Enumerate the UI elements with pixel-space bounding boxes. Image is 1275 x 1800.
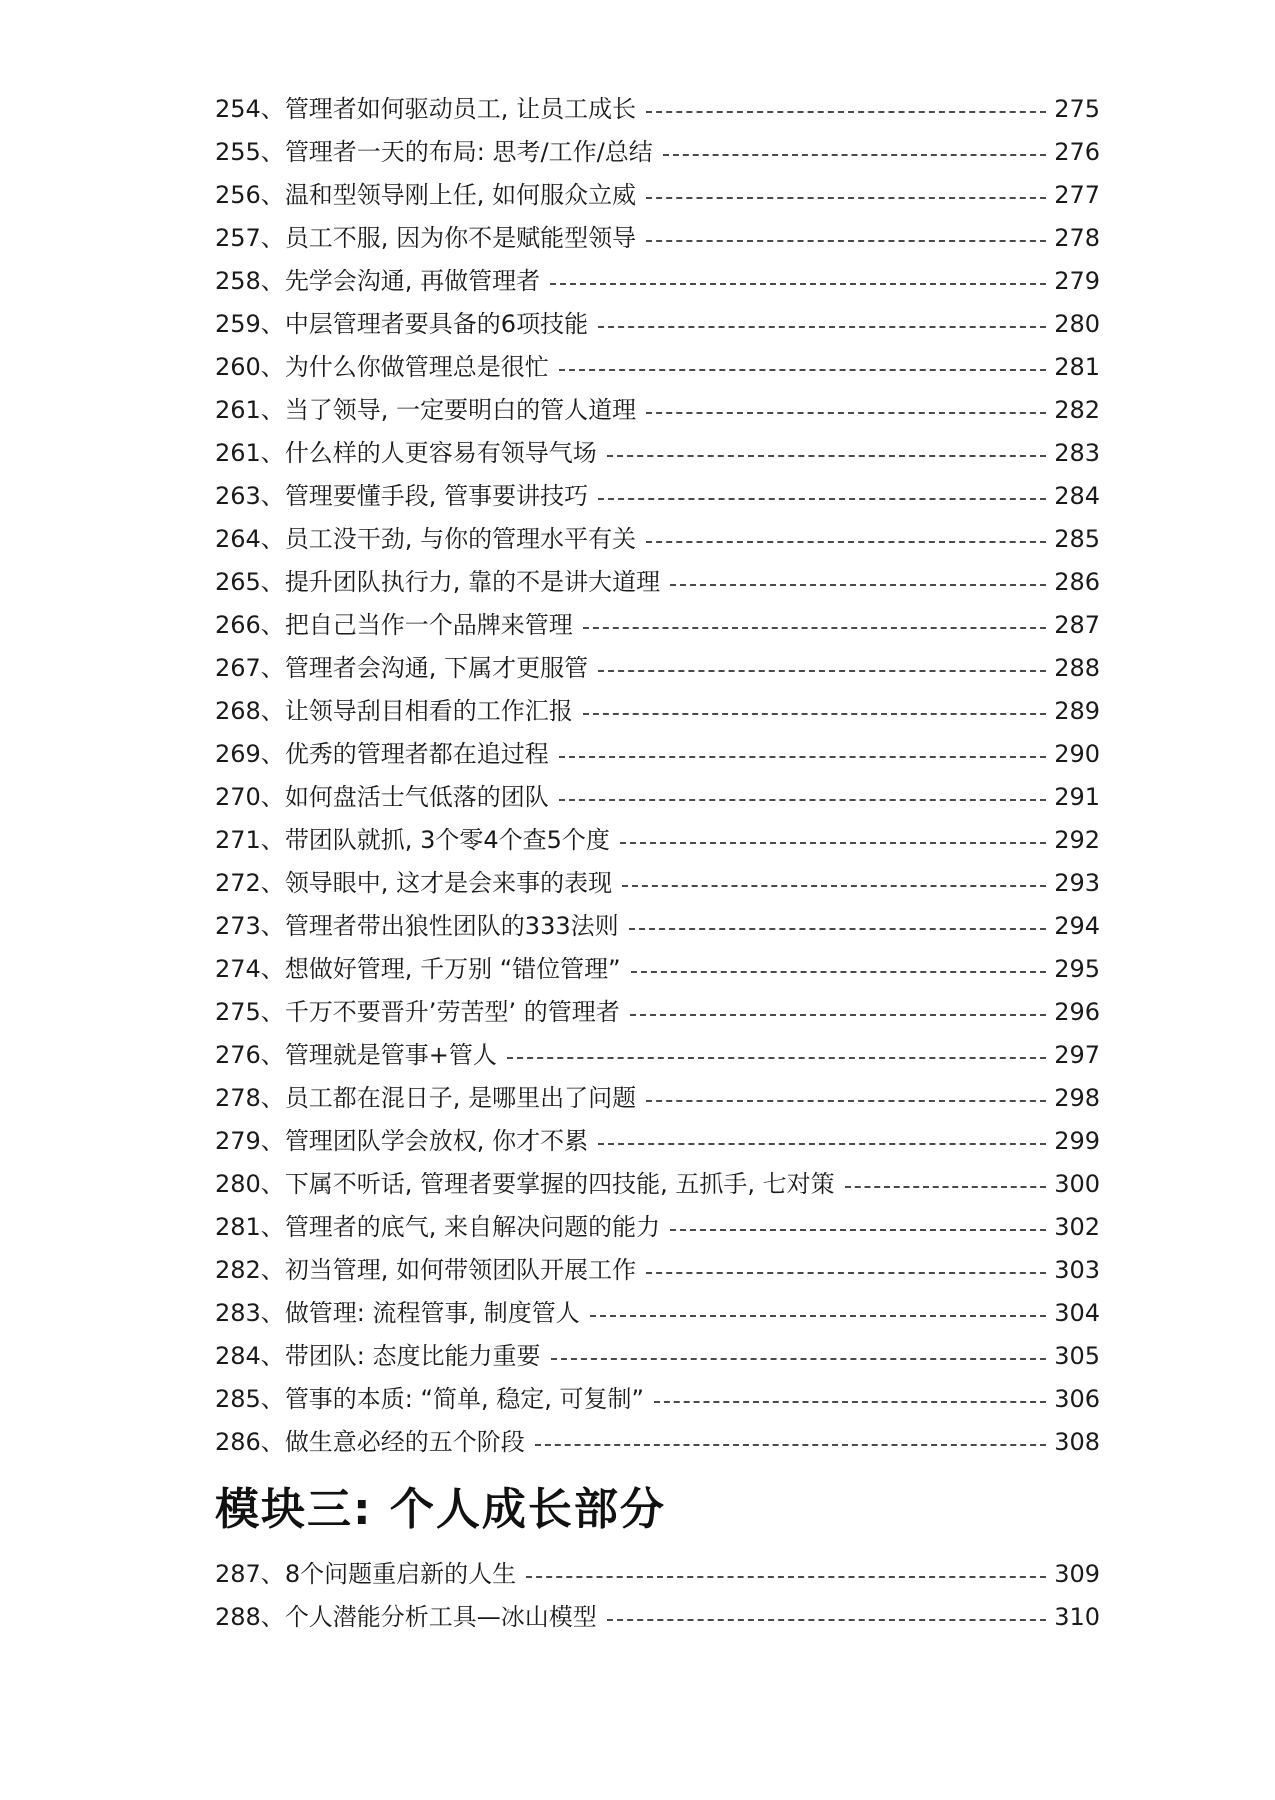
entry-number: 270、 xyxy=(215,783,285,811)
toc-list-management xyxy=(215,88,1100,1464)
entry-page-number: 290 xyxy=(1054,740,1100,768)
entry-page-number: 289 xyxy=(1054,697,1100,725)
toc-entry xyxy=(215,88,1100,131)
entry-title: 先学会沟通, 再做管理者 xyxy=(284,267,541,295)
entry-page-number: 291 xyxy=(1054,783,1100,811)
entry-number: 263、 xyxy=(215,482,285,510)
dotted-leader xyxy=(535,1444,1046,1446)
entry-page-number: 275 xyxy=(1054,95,1100,123)
section-heading: 模块三: 个人成长部分 xyxy=(215,1484,666,1535)
toc-entry xyxy=(215,475,1100,518)
dotted-leader xyxy=(559,756,1046,758)
entry-title: 千万不要晋升’劳苦型’ 的管理者 xyxy=(284,998,620,1026)
entry-title: 员工都在混日子, 是哪里出了问题 xyxy=(284,1084,637,1112)
entry-page-number: 297 xyxy=(1054,1041,1100,1069)
entry-number: 287、 xyxy=(215,1560,285,1588)
entry-number: 256、 xyxy=(215,181,285,209)
dotted-leader xyxy=(550,283,1046,285)
entry-page-number: 296 xyxy=(1054,998,1100,1026)
dotted-leader xyxy=(598,670,1046,672)
dotted-leader xyxy=(646,197,1046,199)
entry-title: 做生意必经的五个阶段 xyxy=(284,1428,525,1456)
entry-number: 269、 xyxy=(215,740,285,768)
entry-number: 272、 xyxy=(215,869,285,897)
toc-entry xyxy=(215,1249,1100,1292)
entry-page-number: 276 xyxy=(1054,138,1100,166)
dotted-leader xyxy=(598,326,1046,328)
entry-number: 261、 xyxy=(215,439,285,467)
entry-page-number: 288 xyxy=(1054,654,1100,682)
toc-entry xyxy=(215,1421,1100,1464)
entry-number: 284、 xyxy=(215,1342,285,1370)
dotted-leader xyxy=(620,842,1046,844)
entry-number: 258、 xyxy=(215,267,285,295)
entry-page-number: 286 xyxy=(1054,568,1100,596)
entry-number: 254、 xyxy=(215,95,285,123)
entry-title: 提升团队执行力, 靠的不是讲大道理 xyxy=(284,568,661,596)
toc-entry xyxy=(215,690,1100,733)
toc-entry xyxy=(215,948,1100,991)
dotted-leader xyxy=(559,799,1046,801)
entry-page-number: 281 xyxy=(1054,353,1100,381)
dotted-leader xyxy=(507,1057,1046,1059)
toc-entry xyxy=(215,389,1100,432)
toc-entry xyxy=(215,174,1100,217)
entry-page-number: 282 xyxy=(1054,396,1100,424)
entry-number: 288、 xyxy=(215,1603,285,1631)
toc-entry xyxy=(215,1163,1100,1206)
entry-page-number: 306 xyxy=(1054,1385,1100,1413)
entry-title: 员工不服, 因为你不是赋能型领导 xyxy=(284,224,637,252)
entry-number: 280、 xyxy=(215,1170,285,1198)
entry-title: 优秀的管理者都在追过程 xyxy=(284,740,549,768)
toc-entry xyxy=(215,905,1100,948)
entry-title: 做管理: 流程管事, 制度管人 xyxy=(284,1299,580,1327)
toc-entry xyxy=(215,1378,1100,1421)
entry-number: 265、 xyxy=(215,568,285,596)
toc-entry xyxy=(215,733,1100,776)
toc-entry xyxy=(215,1553,1100,1596)
entry-number: 273、 xyxy=(215,912,285,940)
dotted-leader xyxy=(646,541,1046,543)
dotted-leader xyxy=(654,1401,1046,1403)
dotted-leader xyxy=(607,1619,1046,1621)
entry-number: 261、 xyxy=(215,396,285,424)
entry-page-number: 278 xyxy=(1054,224,1100,252)
dotted-leader xyxy=(646,1272,1046,1274)
entry-title: 想做好管理, 千万别 “错位管理” xyxy=(284,955,621,983)
dotted-leader xyxy=(583,627,1046,629)
entry-page-number: 284 xyxy=(1054,482,1100,510)
entry-page-number: 280 xyxy=(1054,310,1100,338)
entry-number: 276、 xyxy=(215,1041,285,1069)
toc-entry xyxy=(215,604,1100,647)
entry-page-number: 305 xyxy=(1054,1342,1100,1370)
toc-entry xyxy=(215,518,1100,561)
entry-number: 279、 xyxy=(215,1127,285,1155)
entry-title: 什么样的人更容易有领导气场 xyxy=(284,439,597,467)
entry-title: 当了领导, 一定要明白的管人道理 xyxy=(284,396,637,424)
entry-number: 278、 xyxy=(215,1084,285,1112)
dotted-leader xyxy=(622,885,1046,887)
dotted-leader xyxy=(845,1186,1047,1188)
toc-entry xyxy=(215,1206,1100,1249)
dotted-leader xyxy=(646,111,1046,113)
entry-page-number: 279 xyxy=(1054,267,1100,295)
entry-page-number: 309 xyxy=(1054,1560,1100,1588)
toc-entry xyxy=(215,862,1100,905)
toc-entry xyxy=(215,260,1100,303)
entry-number: 271、 xyxy=(215,826,285,854)
dotted-leader xyxy=(646,1100,1046,1102)
toc-entry xyxy=(215,1034,1100,1077)
entry-title: 管理者会沟通, 下属才更服管 xyxy=(284,654,589,682)
dotted-leader xyxy=(630,1014,1046,1016)
toc-entry xyxy=(215,346,1100,389)
dotted-leader xyxy=(646,412,1046,414)
dotted-leader xyxy=(590,1315,1046,1317)
entry-title: 管事的本质: “简单, 稳定, 可复制” xyxy=(284,1385,644,1413)
dotted-leader xyxy=(598,498,1046,500)
entry-page-number: 283 xyxy=(1054,439,1100,467)
entry-title: 个人潜能分析工具—冰山模型 xyxy=(284,1603,597,1631)
entry-title: 下属不听话, 管理者要掌握的四技能, 五抓手, 七对策 xyxy=(284,1170,835,1198)
entry-number: 282、 xyxy=(215,1256,285,1284)
entry-title: 8个问题重启新的人生 xyxy=(284,1560,517,1588)
entry-number: 275、 xyxy=(215,998,285,1026)
entry-page-number: 302 xyxy=(1054,1213,1100,1241)
entry-page-number: 293 xyxy=(1054,869,1100,897)
entry-number: 281、 xyxy=(215,1213,285,1241)
entry-title: 让领导刮目相看的工作汇报 xyxy=(284,697,573,725)
entry-title: 初当管理, 如何带领团队开展工作 xyxy=(284,1256,637,1284)
entry-page-number: 277 xyxy=(1054,181,1100,209)
toc-entry xyxy=(215,1292,1100,1335)
entry-page-number: 303 xyxy=(1054,1256,1100,1284)
toc-entry xyxy=(215,1596,1100,1639)
entry-title: 把自己当作一个品牌来管理 xyxy=(284,611,573,639)
entry-page-number: 304 xyxy=(1054,1299,1100,1327)
entry-title: 为什么你做管理总是很忙 xyxy=(284,353,549,381)
dotted-leader xyxy=(670,1229,1046,1231)
toc-entry xyxy=(215,819,1100,862)
dotted-leader xyxy=(646,240,1046,242)
entry-page-number: 300 xyxy=(1054,1170,1100,1198)
entry-title: 管理者如何驱动员工, 让员工成长 xyxy=(284,95,637,123)
toc-entry xyxy=(215,991,1100,1034)
entry-number: 286、 xyxy=(215,1428,285,1456)
entry-title: 如何盘活士气低落的团队 xyxy=(284,783,549,811)
toc-entry xyxy=(215,561,1100,604)
entry-title: 管理者一天的布局: 思考/工作/总结 xyxy=(284,138,653,166)
entry-number: 268、 xyxy=(215,697,285,725)
entry-number: 285、 xyxy=(215,1385,285,1413)
entry-title: 带团队就抓, 3个零4个查5个度 xyxy=(284,826,610,854)
entry-page-number: 285 xyxy=(1054,525,1100,553)
entry-number: 283、 xyxy=(215,1299,285,1327)
entry-page-number: 292 xyxy=(1054,826,1100,854)
entry-number: 266、 xyxy=(215,611,285,639)
entry-title: 中层管理者要具备的6项技能 xyxy=(284,310,589,338)
toc-entry xyxy=(215,776,1100,819)
toc-entry xyxy=(215,647,1100,690)
entry-page-number: 299 xyxy=(1054,1127,1100,1155)
entry-number: 259、 xyxy=(215,310,285,338)
dotted-leader xyxy=(607,455,1046,457)
toc-entry xyxy=(215,432,1100,475)
entry-number: 257、 xyxy=(215,224,285,252)
entry-title: 带团队: 态度比能力重要 xyxy=(284,1342,541,1370)
entry-page-number: 295 xyxy=(1054,955,1100,983)
toc-entry xyxy=(215,1077,1100,1120)
entry-number: 274、 xyxy=(215,955,285,983)
toc-entry xyxy=(215,303,1100,346)
dotted-leader xyxy=(559,369,1046,371)
dotted-leader xyxy=(663,154,1046,156)
entry-number: 264、 xyxy=(215,525,285,553)
dotted-leader xyxy=(551,1358,1047,1360)
toc-entry xyxy=(215,217,1100,260)
dotted-leader xyxy=(526,1576,1046,1578)
entry-page-number: 294 xyxy=(1054,912,1100,940)
entry-title: 管理者带出狼性团队的333法则 xyxy=(284,912,619,940)
entry-title: 员工没干劲, 与你的管理水平有关 xyxy=(284,525,637,553)
dotted-leader xyxy=(670,584,1046,586)
entry-page-number: 298 xyxy=(1054,1084,1100,1112)
entry-number: 260、 xyxy=(215,353,285,381)
toc-entry xyxy=(215,131,1100,174)
toc-list-personal-growth xyxy=(215,1553,1100,1639)
entry-number: 255、 xyxy=(215,138,285,166)
entry-title: 温和型领导刚上任, 如何服众立威 xyxy=(284,181,637,209)
entry-page-number: 310 xyxy=(1054,1603,1100,1631)
entry-page-number: 308 xyxy=(1054,1428,1100,1456)
entry-page-number: 287 xyxy=(1054,611,1100,639)
dotted-leader xyxy=(583,713,1046,715)
entry-title: 领导眼中, 这才是会来事的表现 xyxy=(284,869,613,897)
dotted-leader xyxy=(598,1143,1046,1145)
entry-title: 管理者的底气, 来自解决问题的能力 xyxy=(284,1213,661,1241)
entry-title: 管理要懂手段, 管事要讲技巧 xyxy=(284,482,589,510)
entry-title: 管理团队学会放权, 你才不累 xyxy=(284,1127,589,1155)
dotted-leader xyxy=(631,971,1047,973)
dotted-leader xyxy=(629,928,1047,930)
toc-entry xyxy=(215,1335,1100,1378)
entry-title: 管理就是管事+管人 xyxy=(284,1041,497,1069)
entry-number: 267、 xyxy=(215,654,285,682)
toc-entry xyxy=(215,1120,1100,1163)
